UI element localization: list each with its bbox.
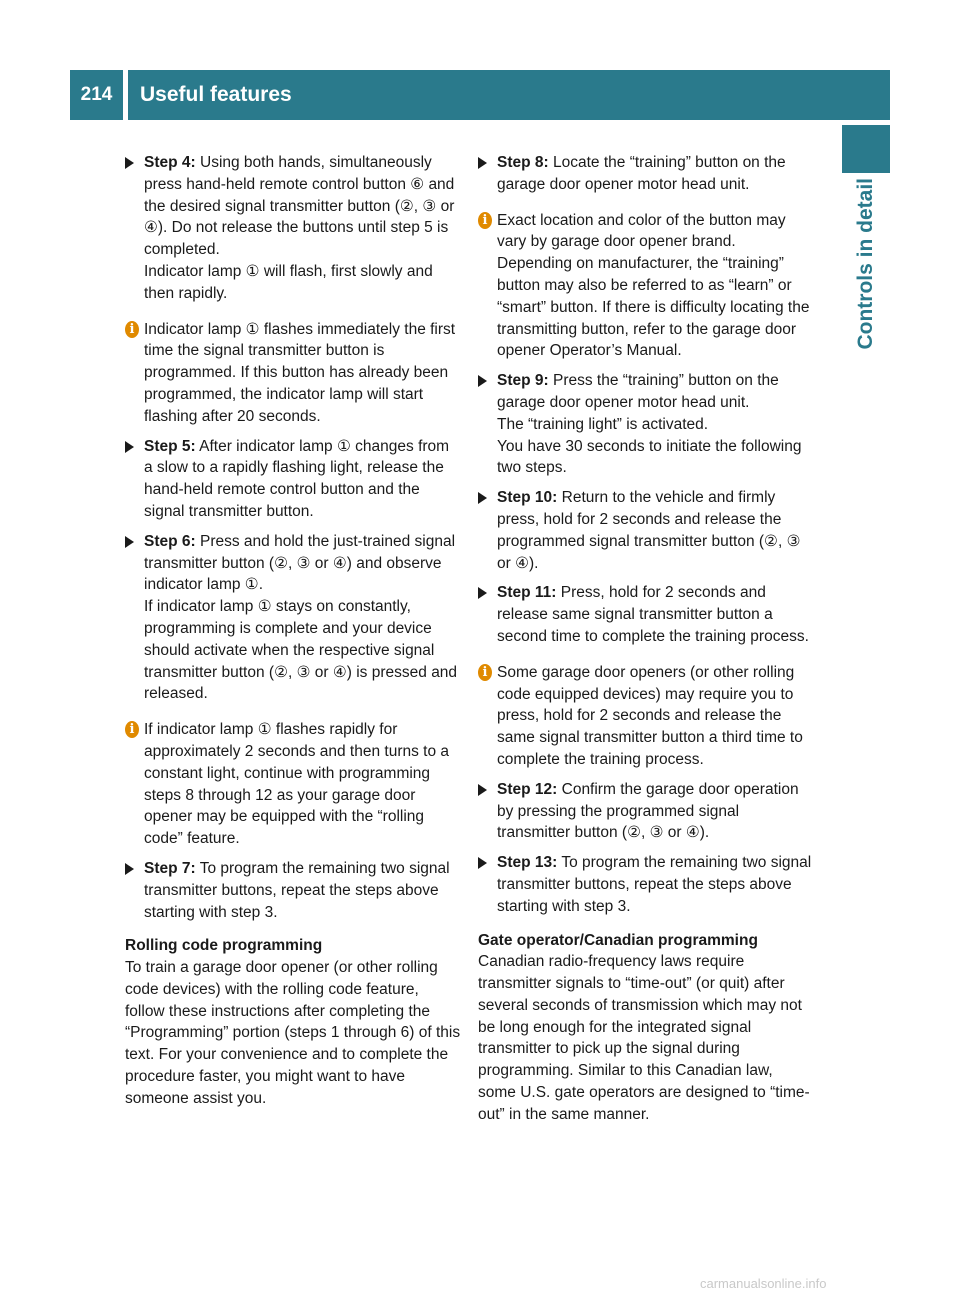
step-label: Step 9: bbox=[497, 372, 549, 390]
info-note bbox=[125, 719, 461, 850]
step-label: Step 13: bbox=[497, 854, 558, 872]
step-text: Confirm the garage door operation by pressing the programmed signal transmitter button (②, ③ or ④). bbox=[497, 780, 799, 842]
step-text: To program the remaining two signal transmitter buttons, repeat the steps above starting with step 3. bbox=[144, 859, 450, 921]
step-arrow-icon bbox=[125, 863, 134, 875]
step-text: Press, hold for 2 seconds and release same signal transmitter button a second time to complete the training process. bbox=[497, 584, 809, 645]
step-arrow-icon bbox=[478, 492, 487, 504]
instruction-step bbox=[478, 487, 814, 574]
step-arrow-icon bbox=[478, 157, 487, 169]
step-result-text: The “training light” is activated. bbox=[497, 415, 709, 433]
instruction-step bbox=[478, 852, 814, 917]
info-note bbox=[478, 662, 814, 771]
right-column bbox=[478, 152, 814, 1132]
footer-watermark: carmanualsonline.info bbox=[700, 1276, 827, 1291]
info-text: Indicator lamp ① flashes immediately the first time the signal transmitter button is programmed. If this button has already been programmed, the indicator lamp will start flashing after 20 seconds. bbox=[144, 320, 456, 425]
instruction-step bbox=[125, 152, 461, 305]
info-icon: i bbox=[478, 664, 492, 681]
info-icon: i bbox=[125, 721, 139, 738]
info-note bbox=[125, 319, 461, 428]
body-paragraph: Canadian radio-frequency laws require transmitter signals to “time-out” (or quit) after several seconds of transmission which may not be long enough for the integrated signal transmitter to pick up the signal during programming. Similar to this Canadian law, some U.S. gate operators are designed to “time-out” in the same manner. bbox=[478, 953, 810, 1123]
step-label: Step 8: bbox=[497, 154, 549, 171]
step-text: Using both hands, simultaneously press hand-held remote control button ⑥ and the desired signal transmitter button (②, ③ or ④). Do not release the buttons until step 5 is completed. bbox=[144, 154, 455, 259]
left-column bbox=[125, 152, 461, 1116]
chapter-label-text: Controls in detail bbox=[854, 178, 877, 350]
step-arrow-icon bbox=[478, 784, 487, 796]
subsection-heading: Rolling code programming bbox=[125, 937, 323, 955]
chapter-side-label bbox=[842, 178, 890, 518]
instruction-step bbox=[478, 370, 814, 479]
info-text: If indicator lamp ① flashes rapidly for approximately 2 seconds and then turns to a constant light, continue with programming steps 8 through 12 as your garage door opener may be equipped with the “rolling code” feature. bbox=[144, 721, 450, 848]
info-icon: i bbox=[125, 321, 139, 338]
section-title: Useful features bbox=[128, 70, 890, 120]
step-text: Return to the vehicle and firmly press, hold for 2 seconds and release the programmed signal transmitter button (②, ③ or ④). bbox=[497, 489, 801, 572]
step-label: Step 6: bbox=[144, 532, 196, 550]
step-arrow-icon bbox=[125, 536, 134, 548]
body-paragraph: To train a garage door opener (or other rolling code devices) with the rolling code feature, follow these instructions after completing the “Programming” portion (steps 1 through 6) of this text. For your convenience and to complete the procedure faster, you might want to have someone assist you. bbox=[125, 959, 461, 1107]
step-label: Step 5: bbox=[144, 437, 196, 455]
step-arrow-icon bbox=[125, 157, 134, 169]
instruction-step bbox=[478, 152, 814, 196]
info-icon: i bbox=[478, 212, 492, 229]
instruction-step bbox=[478, 582, 814, 647]
instruction-step bbox=[478, 779, 814, 844]
page-number: 214 bbox=[70, 70, 123, 120]
instruction-step bbox=[125, 436, 461, 523]
step-arrow-icon bbox=[478, 375, 487, 387]
step-arrow-icon bbox=[125, 441, 134, 453]
step-text: Press the “training” button on the garage door opener motor head unit. bbox=[497, 372, 779, 411]
step-text: To program the remaining two signal transmitter buttons, repeat the steps above starting with step 3. bbox=[497, 854, 812, 915]
subsection-heading: Gate operator/Canadian programming bbox=[478, 931, 758, 949]
step-text: Press and hold the just-trained signal transmitter button (②, ③ or ④) and observe indicator lamp ①. bbox=[144, 532, 456, 594]
instruction-step bbox=[125, 531, 461, 705]
step-label: Step 4: bbox=[144, 154, 196, 171]
info-text: Exact location and color of the button may vary by garage door opener brand. Depending on manufacturer, the “training” button may also be referred to as “learn” or “smart” button. If there is difficulty locating the transmitting button, refer to the garage door opener Operator’s Manual. bbox=[497, 211, 810, 360]
step-label: Step 12: bbox=[497, 780, 558, 798]
side-tab-marker bbox=[842, 125, 890, 173]
info-text: Some garage door openers (or other rolling code equipped devices) may require you to press, hold for 2 seconds and release the same signal transmitter button a third time to complete the training process. bbox=[497, 663, 803, 768]
step-arrow-icon bbox=[478, 857, 487, 869]
step-label: Step 7: bbox=[144, 859, 196, 877]
instruction-step bbox=[125, 858, 461, 923]
step-result-text: Indicator lamp ① will flash, first slowly and then rapidly. bbox=[144, 262, 433, 302]
step-text: Locate the “training” button on the garage door opener motor head unit. bbox=[497, 154, 786, 193]
step-result-text: You have 30 seconds to initiate the following two steps. bbox=[497, 437, 802, 477]
step-arrow-icon bbox=[478, 587, 487, 599]
step-result-text: If indicator lamp ① stays on constantly, programming is complete and your device should activate when the respective signal transmitter button (②, ③ or ④) is pressed and released. bbox=[144, 598, 458, 703]
step-label: Step 10: bbox=[497, 489, 558, 507]
step-text: After indicator lamp ① changes from a slow to a rapidly flashing light, release the hand-held remote control button and the signal transmitter button. bbox=[144, 437, 450, 520]
step-label: Step 11: bbox=[497, 584, 557, 602]
info-note bbox=[478, 210, 814, 363]
